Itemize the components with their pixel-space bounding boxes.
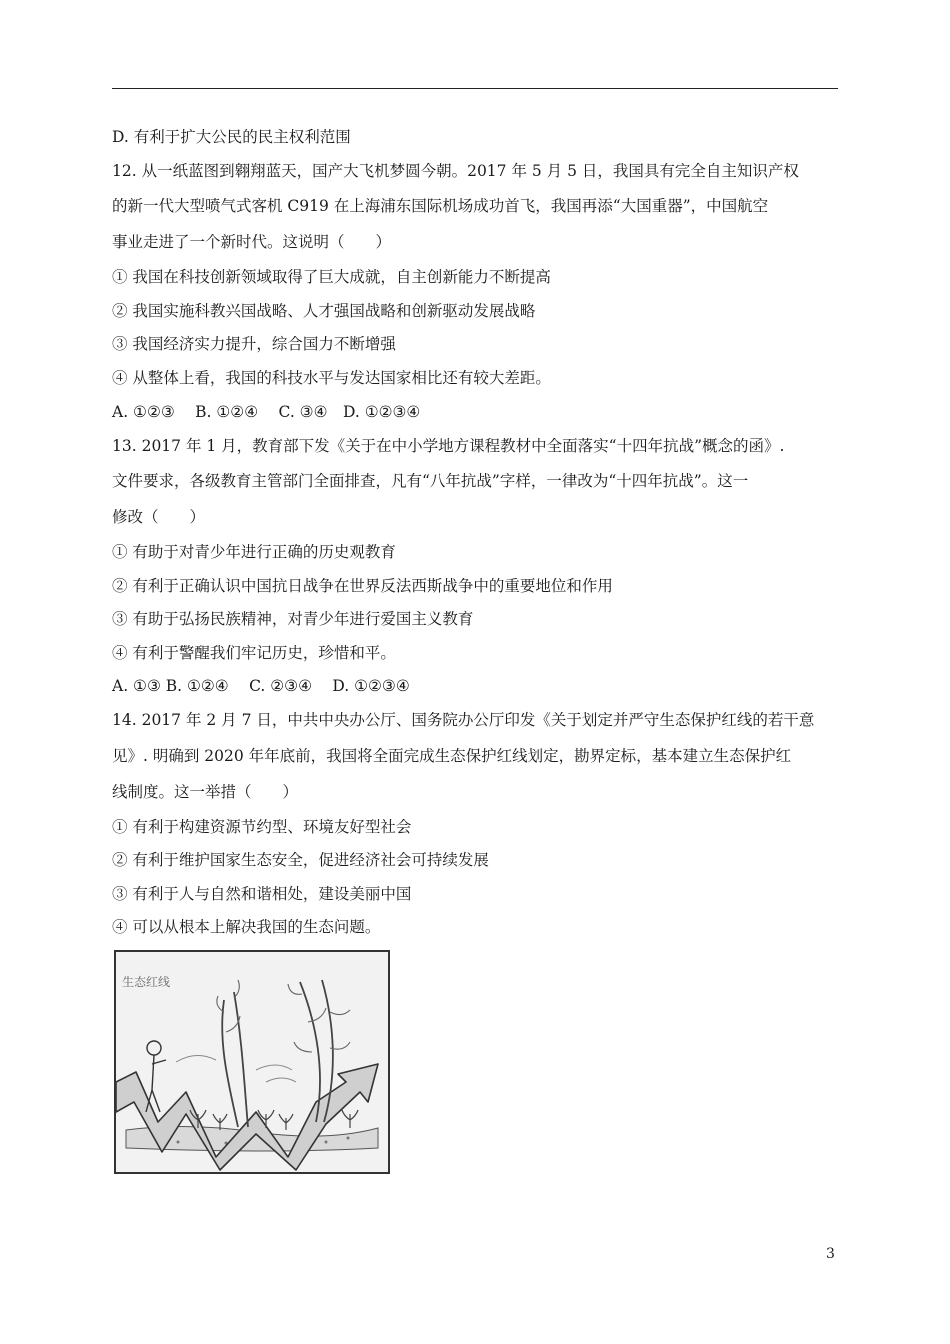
question-14-statement-2: ② 有利于维护国家生态安全，促进经济社会可持续发展 [112,851,489,869]
question-14-stem-line-1: 14. 2017 年 2 月 7 日，中共中央办公厅、国务院办公厅印发《关于划定并严守生态保护红线的若干意 [112,711,815,729]
question-13-statement-1: ① 有助于对青少年进行正确的历史观教育 [112,543,396,561]
question-12-statement-4: ④ 从整体上看，我国的科技水平与发达国家相比还有较大差距。 [112,369,551,387]
page-number: 3 [826,1246,835,1262]
question-14-statement-1: ① 有利于构建资源节约型、环境友好型社会 [112,818,412,836]
ecology-cartoon-drawing [116,952,388,1172]
question-13-statement-3: ③ 有助于弘扬民族精神，对青少年进行爱国主义教育 [112,610,474,628]
question-14-statement-3: ③ 有利于人与自然和谐相处，建设美丽中国 [112,885,412,903]
question-13-stem-line-1: 13. 2017 年 1 月，教育部下发《关于在中小学地方课程教材中全面落实“十四年抗战”概念的函》. [112,437,785,455]
figure-caption: 生态红线 [122,975,171,989]
question-13-statement-4: ④ 有利于警醒我们牢记历史，珍惜和平。 [112,644,396,662]
option-d-line: D. 有利于扩大公民的民主权利范围 [112,128,351,146]
question-12-stem-line-1: 12. 从一纸蓝图到翱翔蓝天，国产大飞机梦圆今朝。2017 年 5 月 5 日，我国具有完全自主知识产权 [112,162,799,180]
question-12-statement-3: ③ 我国经济实力提升，综合国力不断增强 [112,335,396,353]
question-13-stem-line-2: 文件要求，各级教育主管部门全面排查，凡有“八年抗战”字样，一律改为“十四年抗战”。这一 [112,472,749,490]
question-13-statement-2: ② 有利于正确认识中国抗日战争在世界反法西斯战争中的重要地位和作用 [112,577,613,595]
question-12-stem-line-2: 的新一代大型喷气式客机 C919 在上海浦东国际机场成功首飞，我国再添“大国重器”，中国航空 [112,197,769,215]
question-14-stem-line-3: 线制度。这一举措（ ） [112,783,299,801]
ecology-cartoon-figure [114,950,390,1174]
question-12-stem-line-3: 事业走进了一个新时代。这说明（ ） [112,233,392,251]
question-12-statement-2: ② 我国实施科教兴国战略、人才强国战略和创新驱动发展战略 [112,302,536,320]
question-13-stem-line-3: 修改（ ） [112,508,206,526]
question-14-statement-4: ④ 可以从根本上解决我国的生态问题。 [112,918,381,936]
header-rule [112,88,838,89]
question-13-choices: A. ①③ B. ①②④ C. ②③④ D. ①②③④ [112,677,410,695]
question-12-choices: A. ①②③ B. ①②④ C. ③④ D. ①②③④ [112,403,421,421]
question-14-stem-line-2: 见》. 明确到 2020 年年底前，我国将全面完成生态保护红线划定，勘界定标，基本建立生态保护红 [112,747,792,765]
question-12-statement-1: ① 我国在科技创新领域取得了巨大成就，自主创新能力不断提高 [112,268,551,286]
